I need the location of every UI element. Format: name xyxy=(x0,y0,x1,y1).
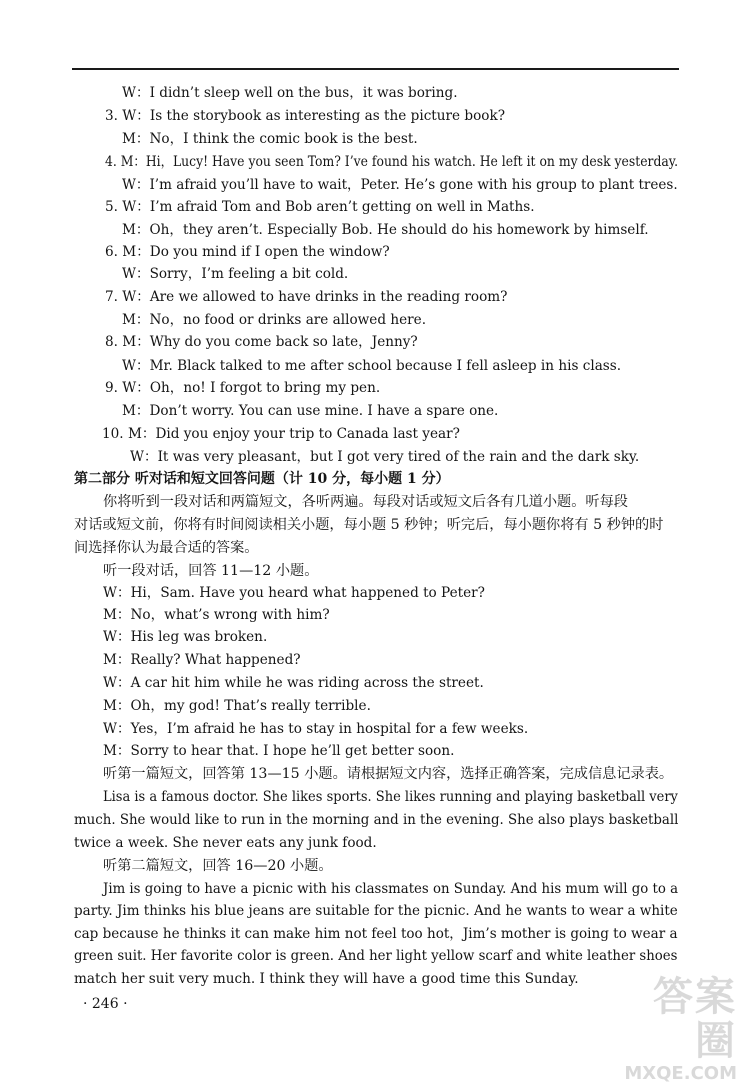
instruction-line: 听一段对话，回答 11—12 小题。 xyxy=(103,563,319,579)
dialogue-line: M：Don’t worry. You can use mine. I have a spare one. xyxy=(122,403,499,419)
question-line: 6. M：Do you mind if I open the window? xyxy=(105,244,390,260)
dialogue-line: W：Hi，Sam. Have you heard what happened to Peter? xyxy=(103,585,485,601)
dialogue-line: M：No，no food or drinks are allowed here. xyxy=(122,312,427,328)
instruction-line: 对话或短文前，你将有时间阅读相关小题，每小题 5 秒钟；听完后，每小题你将有 5 秒钟的时 xyxy=(74,517,664,533)
dialogue-line: W：Sorry，I’m feeling a bit cold. xyxy=(122,266,349,282)
passage-line: Jim is going to have a picnic with his classmates on Sunday. And his mum will go to a xyxy=(103,881,679,897)
question-line: 7. W：Are we allowed to have drinks in the reading room? xyxy=(105,289,508,305)
passage-line: much. She would like to run in the morning and in the evening. She also plays basketball xyxy=(74,812,679,828)
dialogue-line: W：A car hit him while he was riding across the street. xyxy=(103,675,484,691)
instruction-line: 听第一篇短文，回答第 13—15 小题。请根据短文内容，选择正确答案，完成信息记录表。 xyxy=(103,766,674,782)
question-line: 10. M：Did you enjoy your trip to Canada last year? xyxy=(102,426,460,442)
section-heading: 第二部分 听对话和短文回答问题（计 10 分，每小题 1 分） xyxy=(74,471,450,487)
dialogue-line: M：Sorry to hear that. I hope he’ll get better soon. xyxy=(103,743,455,759)
question-line: 5. W：I’m afraid Tom and Bob aren’t getting on well in Maths. xyxy=(105,199,535,215)
passage-line: twice a week. She never eats any junk food. xyxy=(74,835,377,851)
dialogue-line: W：Yes，I’m afraid he has to stay in hospital for a few weeks. xyxy=(103,721,529,737)
passage-line: green suit. Her favorite color is green. And her light yellow scarf and white leather shoes xyxy=(74,948,678,964)
dialogue-line: W：I’m afraid you’ll have to wait，Peter. He’s gone with his group to plant trees. xyxy=(122,177,678,193)
dialogue-line: W：It was very pleasant，but I got very tired of the rain and the dark sky. xyxy=(130,449,640,465)
dialogue-line: M：No，what’s wrong with him? xyxy=(103,607,330,623)
question-line: 4. M：Hi，Lucy! Have you seen Tom? I’ve found his watch. He left it on my desk yesterday. xyxy=(105,154,679,170)
passage-line: party. Jim thinks his blue jeans are suitable for the picnic. And he wants to wear a white xyxy=(74,903,678,919)
dialogue-line: M：Oh，my god! That’s really terrible. xyxy=(103,698,371,714)
watermark-logo-text: 答案圈 xyxy=(653,974,737,1064)
instruction-line: 你将听到一段对话和两篇短文，各听两遍。每段对话或短文后各有几道小题。听每段 xyxy=(103,494,628,510)
passage-line: Lisa is a famous doctor. She likes sports. She likes running and playing basketball very xyxy=(103,789,678,805)
passage-line: cap because he thinks it can make him not feel too hot，Jim’s mother is going to wear a xyxy=(74,926,678,942)
watermark-logo xyxy=(612,974,737,1084)
dialogue-line: W：I didn’t sleep well on the bus，it was boring. xyxy=(122,85,458,101)
dialogue-line: W：Mr. Black talked to me after school because I fell asleep in his class. xyxy=(122,358,622,374)
dialogue-line: M：No，I think the comic book is the best. xyxy=(122,131,418,147)
instruction-line: 听第二篇短文，回答 16—20 小题。 xyxy=(103,858,333,874)
dialogue-line: M：Oh，they aren’t. Especially Bob. He should do his homework by himself. xyxy=(122,222,649,238)
dialogue-line: W：His leg was broken. xyxy=(103,629,268,645)
question-line: 9. W：Oh，no! I forgot to bring my pen. xyxy=(105,380,381,396)
page-number: · 246 · xyxy=(83,996,128,1012)
dialogue-line: M：Really? What happened? xyxy=(103,652,301,668)
instruction-line: 间选择你认为最合适的答案。 xyxy=(74,540,259,556)
question-line: 3. W：Is the storybook as interesting as the picture book? xyxy=(105,108,505,124)
passage-line: match her suit very much. I think they will have a good time this Sunday. xyxy=(74,971,579,987)
header-rule xyxy=(72,68,679,70)
watermark-url: MXQE.COM xyxy=(624,1063,737,1084)
question-line: 8. M：Why do you come back so late，Jenny? xyxy=(105,334,418,350)
